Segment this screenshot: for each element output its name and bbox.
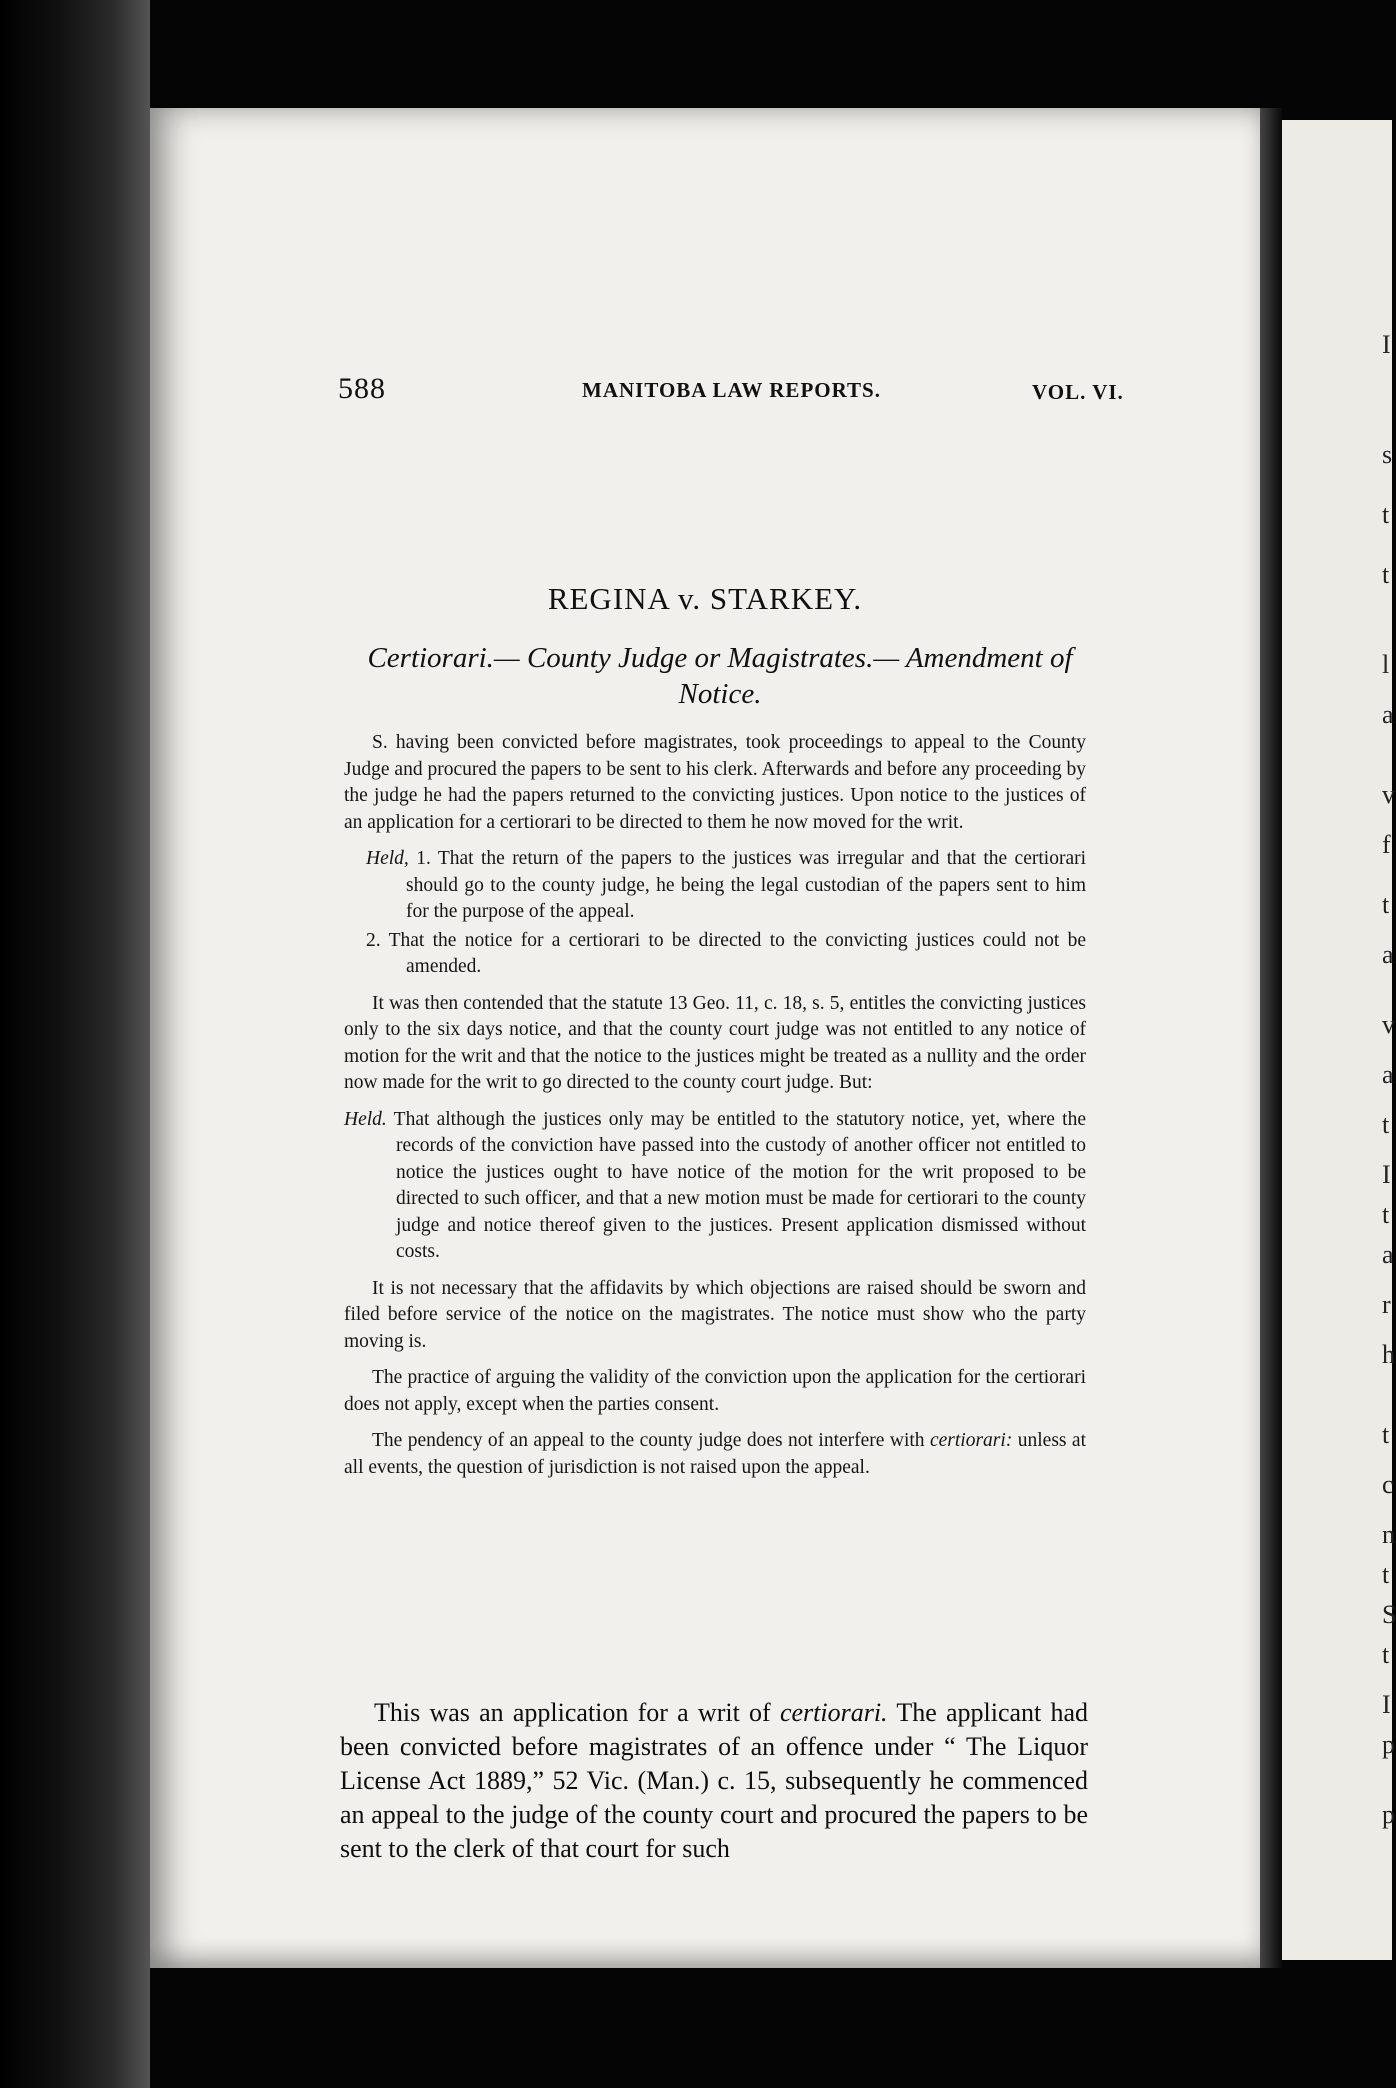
facing-page-fragment: I xyxy=(1382,330,1391,359)
facing-page-fragment: t xyxy=(1382,500,1390,529)
facing-page-fragment: S xyxy=(1382,1600,1396,1629)
facing-page-fragment: h xyxy=(1382,1340,1395,1369)
facing-page-fragment: a xyxy=(1382,940,1394,969)
case-title: REGINA v. STARKEY. xyxy=(547,581,863,616)
pendency-part-b: certiorari: xyxy=(929,1430,1013,1451)
judgment-lead: This was an application for a writ of xyxy=(374,1698,771,1727)
volume-label: VOL. VI. xyxy=(1032,380,1124,404)
judgment-text xyxy=(340,1696,1088,1866)
page-header xyxy=(150,372,1260,418)
held-label-2: Held. xyxy=(344,1108,387,1130)
facing-page-fragment: v xyxy=(1382,1010,1395,1039)
judgment-paragraph xyxy=(340,1696,1088,1866)
held-point-2-text: 2. That the notice for a certiorari to be directed to the convicting justices could not be amended. xyxy=(366,929,1086,977)
facing-page-fragment: r xyxy=(1382,1290,1391,1319)
held-label: Held, xyxy=(366,848,409,869)
headnote-pendency xyxy=(344,1428,1086,1481)
headnote-practice: The practice of arguing the validity of the conviction upon the application for the certiorari does not apply, except when the parties consent. xyxy=(344,1367,1086,1415)
page-number: 588 xyxy=(338,372,386,405)
headnote-contention: It was then contended that the statute 13 Geo. 11, c. 18, s. 5, entitles the convicting justices only to the six days notice, and that the county court judge was not entitled to any notice of motion for the writ and that the notice to the justices might be treated as a nullity and the order now made for the writ to go directed to the county court judge. But: xyxy=(344,992,1086,1093)
facing-page-fragment: I xyxy=(1382,1690,1391,1719)
held-point-1 xyxy=(344,846,1086,926)
headnote-facts: S. having been convicted before magistrates, took proceedings to appeal to the County Judge and procured the papers to be sent to his clerk. Afterwards and before any proceeding by the judge he had the papers returned to the convicting justices. Upon notice to the justices of an application for a certiorari to be directed to them he now moved for the writ. xyxy=(344,732,1086,833)
facing-page-fragment: l xyxy=(1382,650,1390,679)
held-point-2 xyxy=(344,928,1086,981)
facing-page-fragment: v xyxy=(1382,780,1395,809)
book-binding-edge xyxy=(0,0,150,2088)
judgment-rest: The applicant had been convicted before magistrates of an offence under “ The Liquor License Act 1889,” 52 Vic. (Man.) c. 15, subsequently he commenced an appeal to the judge of the county court and procured the papers to be sent to the clerk of that court for such xyxy=(340,1698,1089,1863)
facing-page-fragment: f xyxy=(1382,830,1391,859)
facing-page-fragment: s xyxy=(1382,440,1393,469)
headnote-affidavits: It is not necessary that the affidavits by which objections are raised should be sworn and filed before service of the notice on the magistrates. The notice must show who the party moving is. xyxy=(344,1277,1086,1352)
facing-page-fragment: c xyxy=(1382,1470,1394,1499)
headnote-subject: Certiorari.— County Judge or Magistrates.— Amendment of Notice. xyxy=(367,642,1073,710)
facing-page-fragment: t xyxy=(1382,1560,1390,1589)
document-page xyxy=(150,108,1260,1968)
page-gutter xyxy=(1260,108,1282,1968)
facing-page-edge xyxy=(1282,120,1396,1960)
facing-page-fragment: I xyxy=(1382,1160,1391,1189)
facing-page-fragment: p xyxy=(1382,1800,1395,1829)
held-point-3 xyxy=(344,1107,1086,1266)
judgment-lead-italic: certiorari. xyxy=(779,1698,888,1727)
pendency-part-a: The pendency of an appeal to the county judge does not interfere with xyxy=(372,1430,925,1451)
facing-page-fragment: n xyxy=(1382,1520,1395,1549)
facing-page-fragment: t xyxy=(1382,560,1390,589)
held-point-3-text: That although the justices only may be entitled to the statutory notice, yet, where the records of the conviction have passed into the custody of another officer not entitled to notice the justices ought to have notice of the motion for the writ proposed to be directed to such officer, and that a new motion must be made for certiorari to the county judge and notice thereof given to the justices. Present application dismissed without costs. xyxy=(393,1108,1086,1262)
running-title: MANITOBA LAW REPORTS. xyxy=(582,378,881,402)
facing-page-fragment: t xyxy=(1382,1110,1390,1139)
pendency-part-c: unless at all events, the question of jurisdiction is not raised upon the appeal. xyxy=(344,1430,1087,1478)
facing-page-fragment: a xyxy=(1382,1060,1394,1089)
facing-page-fragment: p xyxy=(1382,1730,1395,1759)
facing-page-fragment: t xyxy=(1382,890,1390,919)
held-point-1-text: 1. That the return of the papers to the justices was irregular and that the certiorari should go to the county judge, he being the legal custodian of the papers sent to him for the purpose of the appeal. xyxy=(406,848,1087,922)
facing-page-fragment: a xyxy=(1382,700,1394,729)
facing-page-fragment: t xyxy=(1382,1640,1390,1669)
headnote-body xyxy=(344,730,1086,1491)
facing-page-fragment: a xyxy=(1382,1240,1394,1269)
facing-page-fragment: t xyxy=(1382,1420,1390,1449)
facing-page-fragment: t xyxy=(1382,1200,1390,1229)
